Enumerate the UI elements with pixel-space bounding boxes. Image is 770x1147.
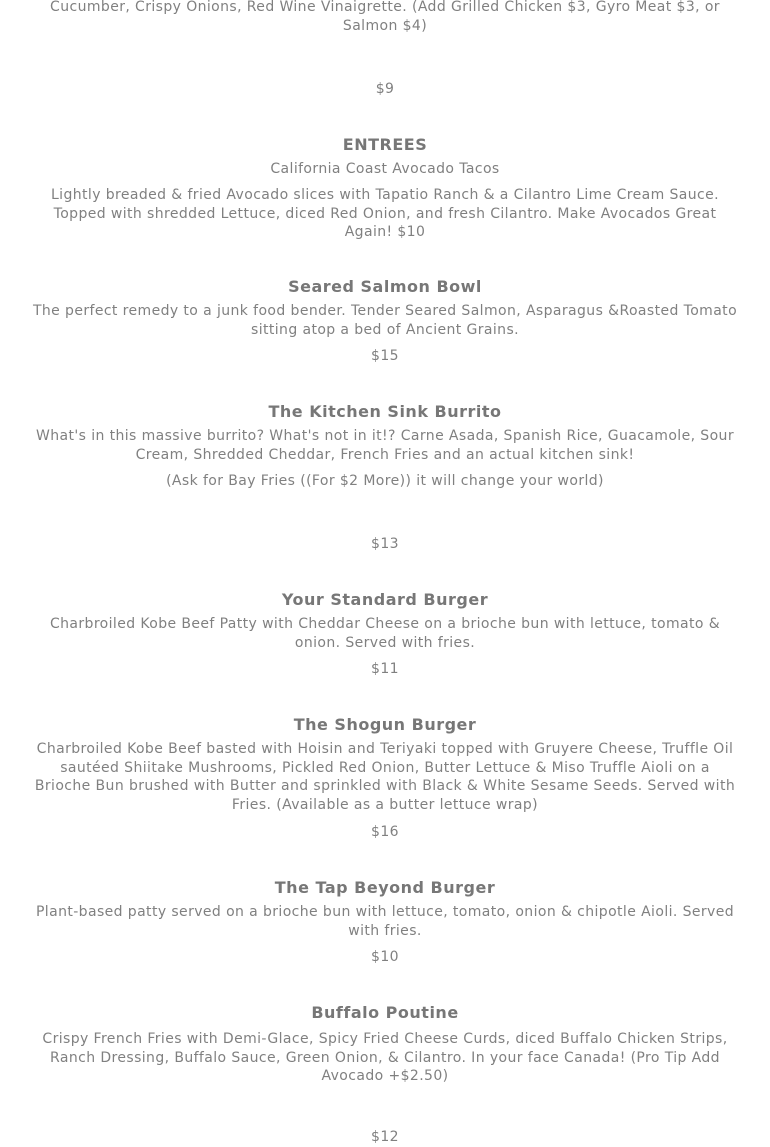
tacos-name: California Coast Avocado Tacos bbox=[270, 161, 500, 177]
poutine-title: Buffalo Poutine bbox=[311, 1003, 459, 1022]
shogun-burger-price: $16 bbox=[371, 824, 399, 840]
burrito-price: $13 bbox=[371, 536, 399, 552]
tacos-description: Lightly breaded & fried Avocado slices with Tapatio Ranch & a Cilantro Lime Cream Sauce. Topped with shredded Lettuce, diced Red Onion, and fresh Cilantro. Make Avocados Great Again! $10 bbox=[50, 187, 719, 240]
burrito-note: (Ask for Bay Fries ((For $2 More)) it will change your world) bbox=[166, 473, 604, 489]
poutine-price: $12 bbox=[371, 1129, 399, 1145]
salmon-bowl-title: Seared Salmon Bowl bbox=[288, 277, 482, 296]
burrito-title: The Kitchen Sink Burrito bbox=[268, 402, 502, 421]
beyond-burger-description: Plant-based patty served on a brioche bun with lettuce, tomato, onion & chipotle Aioli. Served with fries. bbox=[35, 904, 735, 939]
poutine-description: Crispy French Fries with Demi-Glace, Spicy Fried Cheese Curds, diced Buffalo Chicken Strips, Ranch Dressing, Buffalo Sauce, Green Onion, & Cilantro. In your face Canada! (Pro Tip Add Avocado +$2.50) bbox=[42, 1031, 728, 1084]
shogun-burger-title: The Shogun Burger bbox=[293, 715, 477, 734]
entrees-heading: ENTREES bbox=[342, 135, 428, 154]
salmon-bowl-description: The perfect remedy to a junk food bender. Tender Seared Salmon, Asparagus &Roasted Tomato sitting atop a bed of Ancient Grains. bbox=[32, 303, 738, 338]
burrito-description: What's in this massive burrito? What's not in it!? Carne Asada, Spanish Rice, Guacamole, Sour Cream, Shredded Cheddar, French Fries and an actual kitchen sink! bbox=[36, 428, 734, 463]
shogun-burger-description: Charbroiled Kobe Beef basted with Hoisin and Teriyaki topped with Gruyere Cheese, Truffle Oil sautéed Shiitake Mushrooms, Pickled Red Onion, Butter Lettuce & Miso Truffle Aioli on a Brioche Bun brushed with Butter and sprinkled with Black & White Sesame Seeds. Served with Fries. (Available as a butter lettuce wrap) bbox=[34, 741, 736, 813]
salmon-bowl-price: $15 bbox=[371, 348, 399, 364]
beyond-burger-price: $10 bbox=[371, 949, 399, 965]
standard-burger-price: $11 bbox=[371, 661, 399, 677]
beyond-burger-title: The Tap Beyond Burger bbox=[274, 878, 496, 897]
salad-price: $9 bbox=[375, 81, 395, 97]
salad-description: Cucumber, Crispy Onions, Red Wine Vinaigrette. (Add Grilled Chicken $3, Gyro Meat $3, or Salmon $4) bbox=[50, 0, 720, 34]
standard-burger-title: Your Standard Burger bbox=[281, 590, 489, 609]
standard-burger-description: Charbroiled Kobe Beef Patty with Cheddar Cheese on a brioche bun with lettuce, tomato & onion. Served with fries. bbox=[49, 616, 721, 651]
